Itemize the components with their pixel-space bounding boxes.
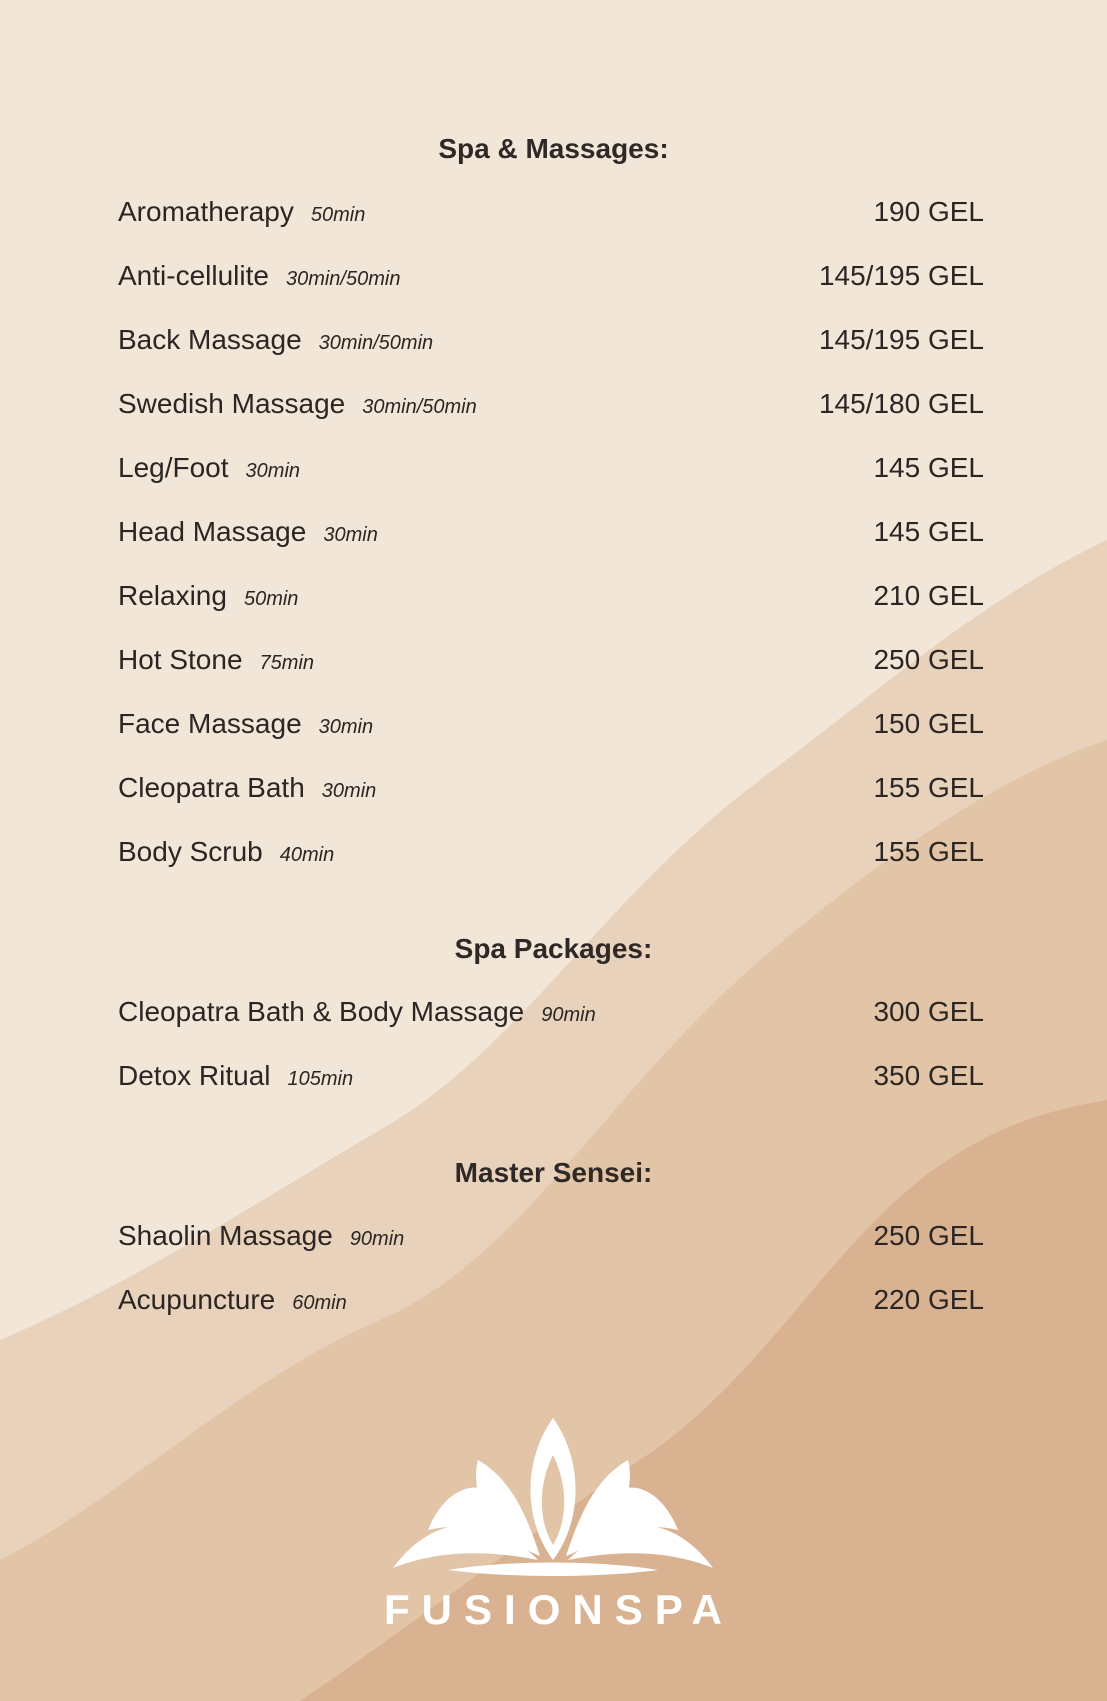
section-title-spa-packages: Spa Packages: (454, 933, 653, 964)
menu-row (118, 644, 984, 684)
section-title-master-sensei: Master Sensei: (454, 1157, 653, 1188)
service-price: 250 GEL (873, 644, 984, 675)
menu-row (118, 516, 984, 556)
service-price: 300 GEL (873, 996, 984, 1027)
service-price: 210 GEL (873, 580, 984, 611)
menu-row (118, 772, 984, 812)
service-name: Swedish Massage (118, 388, 346, 419)
menu-row (118, 708, 984, 748)
service-duration: 60min (292, 1292, 347, 1314)
service-name: Detox Ritual (118, 1060, 271, 1091)
menu-row (118, 1060, 984, 1100)
menu-row (118, 452, 984, 492)
service-name: Relaxing (118, 580, 227, 611)
service-name: Aromatherapy (118, 196, 294, 227)
service-price: 145/180 GEL (818, 388, 984, 419)
service-price: 145/195 GEL (818, 260, 984, 291)
service-price: 250 GEL (873, 1220, 984, 1251)
service-name: Face Massage (118, 708, 302, 739)
service-price: 190 GEL (873, 196, 984, 227)
service-name: Back Massage (118, 324, 302, 355)
lotus-icon (388, 1410, 718, 1580)
service-name: Hot Stone (118, 644, 243, 675)
service-price: 220 GEL (873, 1284, 984, 1315)
section-title-spa-massages: Spa & Massages: (438, 133, 669, 164)
service-name: Cleopatra Bath (118, 772, 305, 803)
service-name: Head Massage (118, 516, 307, 547)
service-name: Shaolin Massage (118, 1220, 333, 1251)
menu-row (118, 580, 984, 620)
menu-row (118, 260, 984, 300)
service-name: Body Scrub (118, 836, 263, 867)
service-duration: 30min/50min (362, 396, 477, 418)
menu-row (118, 388, 984, 428)
service-duration: 90min (541, 1004, 596, 1026)
service-name: Acupuncture (118, 1284, 276, 1315)
service-price: 145 GEL (873, 452, 984, 483)
service-duration: 40min (279, 844, 335, 866)
service-name: Cleopatra Bath & Body Massage (118, 996, 525, 1027)
service-duration: 30min (321, 780, 377, 802)
fusionspa-logo (353, 1410, 753, 1633)
menu-row (118, 1220, 984, 1260)
service-price: 145/195 GEL (818, 324, 984, 355)
menu-row (118, 196, 984, 236)
menu-row (118, 1284, 984, 1324)
service-duration: 30min (245, 460, 301, 482)
menu-row (118, 836, 984, 876)
service-duration: 30min (318, 716, 374, 738)
service-price: 145 GEL (873, 516, 984, 547)
service-name: Leg/Foot (118, 452, 229, 483)
service-duration: 30min (323, 524, 378, 546)
service-name: Anti-cellulite (118, 260, 269, 291)
service-duration: 30min/50min (318, 332, 434, 354)
service-price: 350 GEL (873, 1060, 984, 1091)
menu-row (118, 996, 984, 1036)
service-duration: 75min (259, 652, 315, 674)
service-price: 150 GEL (873, 708, 984, 739)
service-price: 155 GEL (873, 772, 984, 803)
service-price: 155 GEL (873, 836, 984, 867)
service-duration: 105min (287, 1068, 354, 1090)
menu-row (118, 324, 984, 364)
brand-name: FUSIONSPA (384, 1586, 734, 1633)
service-duration: 90min (349, 1228, 405, 1250)
service-duration: 50min (310, 204, 366, 226)
service-duration: 30min/50min (285, 268, 401, 290)
service-duration: 50min (243, 588, 299, 610)
